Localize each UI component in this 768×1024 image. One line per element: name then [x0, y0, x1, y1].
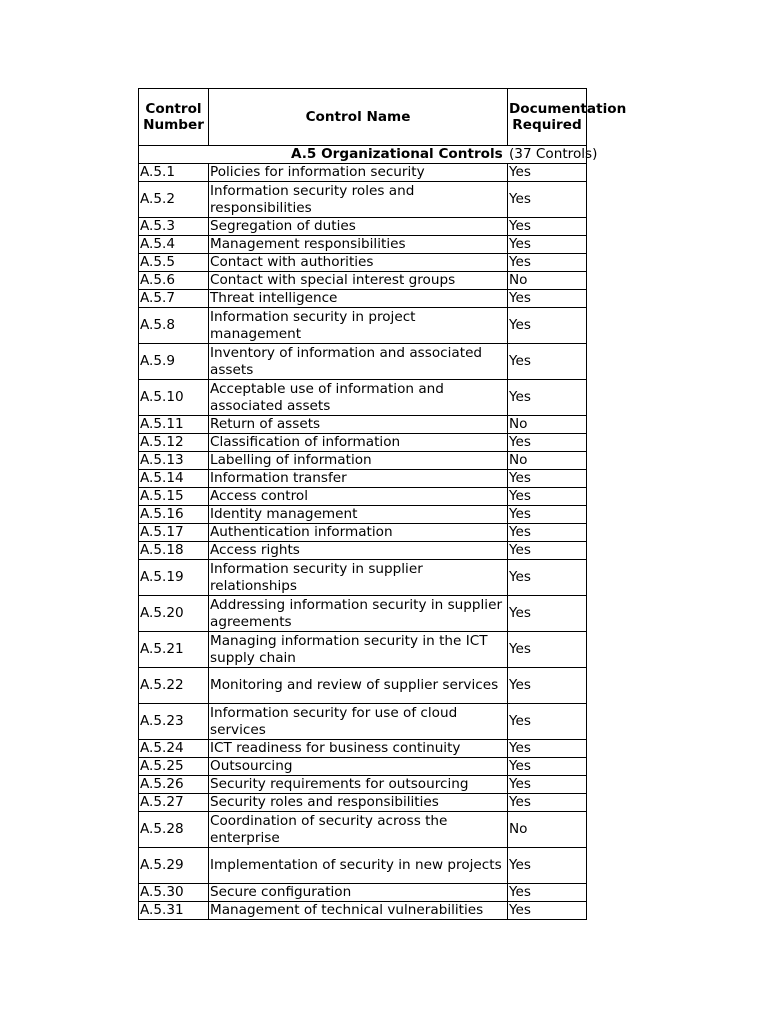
documentation-required-cell: Yes	[508, 848, 587, 884]
documentation-required-cell: Yes	[508, 164, 587, 182]
control-number-cell: A.5.8	[139, 308, 209, 344]
table-row	[139, 236, 587, 254]
control-number-cell: A.5.15	[139, 488, 209, 506]
control-name-cell: Information security for use of cloud services	[209, 704, 508, 740]
control-number-cell: A.5.11	[139, 416, 209, 434]
control-name-cell: Monitoring and review of supplier services	[209, 668, 508, 704]
documentation-required-cell: Yes	[508, 542, 587, 560]
table-row	[139, 218, 587, 236]
control-name-cell: Security requirements for outsourcing	[209, 776, 508, 794]
control-name-cell: Policies for information security	[209, 164, 508, 182]
documentation-required-cell: Yes	[508, 218, 587, 236]
header-control-number: Control Number	[139, 89, 209, 146]
table-row	[139, 416, 587, 434]
table-row	[139, 488, 587, 506]
control-name-cell: Managing information security in the ICT supply chain	[209, 632, 508, 668]
table-row	[139, 344, 587, 380]
control-name-cell: Implementation of security in new projects	[209, 848, 508, 884]
table-row	[139, 902, 587, 920]
documentation-required-cell: Yes	[508, 668, 587, 704]
control-number-cell: A.5.1	[139, 164, 209, 182]
documentation-required-cell: Yes	[508, 560, 587, 596]
documentation-required-cell: No	[508, 812, 587, 848]
control-name-cell: Acceptable use of information and associated assets	[209, 380, 508, 416]
control-name-cell: Secure configuration	[209, 884, 508, 902]
control-name-cell: Segregation of duties	[209, 218, 508, 236]
control-number-cell: A.5.4	[139, 236, 209, 254]
control-number-cell: A.5.12	[139, 434, 209, 452]
table-row	[139, 164, 587, 182]
control-number-cell: A.5.28	[139, 812, 209, 848]
control-number-cell: A.5.3	[139, 218, 209, 236]
section-title: A.5 Organizational Controls	[291, 146, 503, 162]
documentation-required-cell: Yes	[508, 758, 587, 776]
control-name-cell: Return of assets	[209, 416, 508, 434]
table-row	[139, 560, 587, 596]
documentation-required-cell: Yes	[508, 236, 587, 254]
table-row	[139, 758, 587, 776]
table-row	[139, 272, 587, 290]
documentation-required-cell: Yes	[508, 506, 587, 524]
controls-table	[138, 88, 627, 920]
documentation-required-cell: Yes	[508, 290, 587, 308]
control-name-cell: Classification of information	[209, 434, 508, 452]
control-number-cell: A.5.5	[139, 254, 209, 272]
control-number-cell: A.5.6	[139, 272, 209, 290]
control-name-cell: Information security in supplier relationships	[209, 560, 508, 596]
control-name-cell: Information transfer	[209, 470, 508, 488]
table-row	[139, 884, 587, 902]
table-row	[139, 254, 587, 272]
header-control-name: Control Name	[209, 89, 508, 146]
documentation-required-cell: Yes	[508, 182, 587, 218]
control-number-cell: A.5.18	[139, 542, 209, 560]
control-number-cell: A.5.30	[139, 884, 209, 902]
control-number-cell: A.5.7	[139, 290, 209, 308]
control-name-cell: Identity management	[209, 506, 508, 524]
table-row	[139, 848, 587, 884]
documentation-required-cell: Yes	[508, 740, 587, 758]
documentation-required-cell: No	[508, 452, 587, 470]
table-row	[139, 740, 587, 758]
control-name-cell: Labelling of information	[209, 452, 508, 470]
documentation-required-cell: Yes	[508, 884, 587, 902]
table-row	[139, 704, 587, 740]
table-row	[139, 308, 587, 344]
table-row	[139, 470, 587, 488]
control-name-cell: Outsourcing	[209, 758, 508, 776]
table-row	[139, 524, 587, 542]
control-number-cell: A.5.29	[139, 848, 209, 884]
documentation-required-cell: Yes	[508, 704, 587, 740]
control-name-cell: Access rights	[209, 542, 508, 560]
documentation-required-cell: Yes	[508, 434, 587, 452]
control-number-cell: A.5.23	[139, 704, 209, 740]
header-row	[139, 89, 587, 146]
documentation-required-cell: No	[508, 272, 587, 290]
documentation-required-cell: Yes	[508, 470, 587, 488]
control-number-cell: A.5.13	[139, 452, 209, 470]
section-row	[139, 146, 587, 164]
section-cell	[139, 146, 598, 164]
table-row	[139, 668, 587, 704]
control-number-cell: A.5.17	[139, 524, 209, 542]
documentation-required-cell: Yes	[508, 308, 587, 344]
documentation-required-cell: Yes	[508, 902, 587, 920]
control-name-cell: Addressing information security in supplier agreements	[209, 596, 508, 632]
table-row	[139, 542, 587, 560]
table-row	[139, 452, 587, 470]
table-row	[139, 182, 587, 218]
control-name-cell: Authentication information	[209, 524, 508, 542]
table-row	[139, 794, 587, 812]
control-number-cell: A.5.16	[139, 506, 209, 524]
documentation-required-cell: Yes	[508, 794, 587, 812]
table-row	[139, 380, 587, 416]
control-number-cell: A.5.27	[139, 794, 209, 812]
control-name-cell: Contact with authorities	[209, 254, 508, 272]
header-documentation-required: Documentation Required	[508, 89, 587, 146]
control-number-cell: A.5.26	[139, 776, 209, 794]
table-row	[139, 434, 587, 452]
control-name-cell: ICT readiness for business continuity	[209, 740, 508, 758]
documentation-required-cell: No	[508, 416, 587, 434]
control-number-cell: A.5.21	[139, 632, 209, 668]
documentation-required-cell: Yes	[508, 524, 587, 542]
control-number-cell: A.5.9	[139, 344, 209, 380]
control-number-cell: A.5.19	[139, 560, 209, 596]
table-row	[139, 506, 587, 524]
documentation-required-cell: Yes	[508, 596, 587, 632]
control-number-cell: A.5.24	[139, 740, 209, 758]
documentation-required-cell: Yes	[508, 344, 587, 380]
documentation-required-cell: Yes	[508, 254, 587, 272]
control-name-cell: Security roles and responsibilities	[209, 794, 508, 812]
control-number-cell: A.5.10	[139, 380, 209, 416]
control-name-cell: Information security in project management	[209, 308, 508, 344]
documentation-required-cell: Yes	[508, 632, 587, 668]
control-name-cell: Threat intelligence	[209, 290, 508, 308]
control-number-cell: A.5.25	[139, 758, 209, 776]
control-name-cell: Management of technical vulnerabilities	[209, 902, 508, 920]
documentation-required-cell: Yes	[508, 380, 587, 416]
table-row	[139, 290, 587, 308]
control-number-cell: A.5.2	[139, 182, 209, 218]
control-name-cell: Contact with special interest groups	[209, 272, 508, 290]
table-row	[139, 596, 587, 632]
control-name-cell: Information security roles and responsibilities	[209, 182, 508, 218]
control-name-cell: Access control	[209, 488, 508, 506]
control-number-cell: A.5.14	[139, 470, 209, 488]
section-count: (37 Controls)	[509, 146, 598, 162]
table-row	[139, 632, 587, 668]
control-name-cell: Coordination of security across the enterprise	[209, 812, 508, 848]
documentation-required-cell: Yes	[508, 776, 587, 794]
control-number-cell: A.5.20	[139, 596, 209, 632]
control-name-cell: Management responsibilities	[209, 236, 508, 254]
table-row	[139, 812, 587, 848]
table-row	[139, 776, 587, 794]
control-number-cell: A.5.31	[139, 902, 209, 920]
control-name-cell: Inventory of information and associated assets	[209, 344, 508, 380]
control-number-cell: A.5.22	[139, 668, 209, 704]
documentation-required-cell: Yes	[508, 488, 587, 506]
